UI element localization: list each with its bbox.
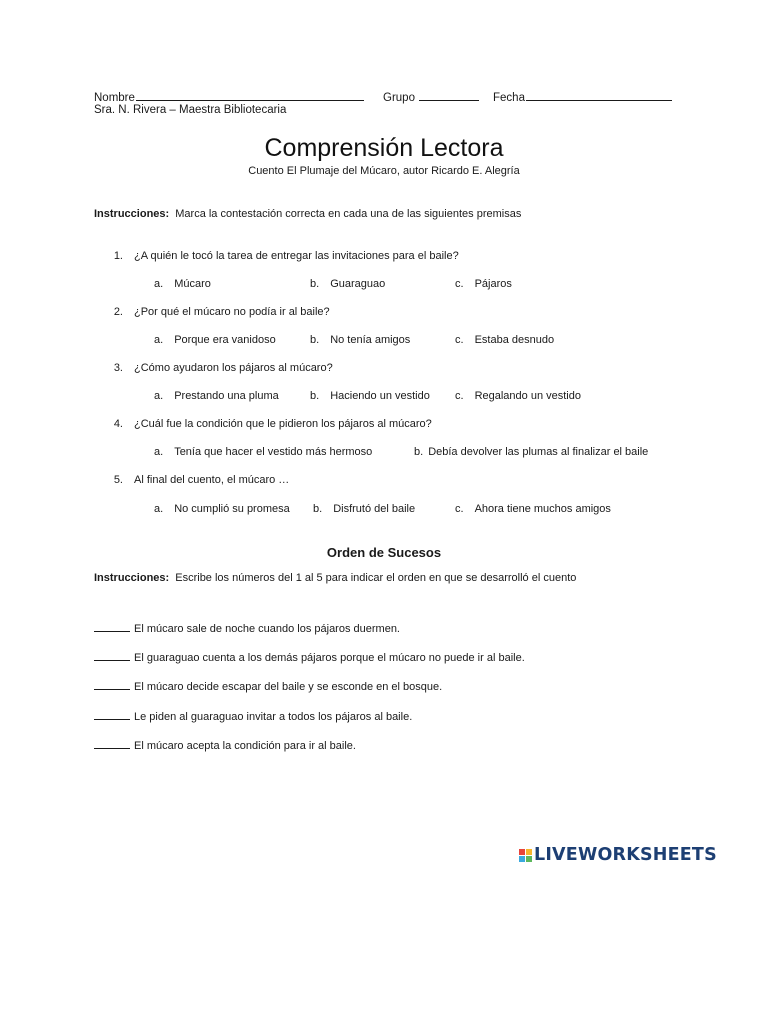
date-label: Fecha [493,92,525,104]
sequence-blank[interactable] [94,650,130,661]
logo-square [519,856,525,862]
option-letter: a. [154,446,164,458]
option-text: No cumplió su promesa [174,503,290,515]
answer-option[interactable] [414,446,648,458]
instructions-1-text: Marca la contestación correcta en cada una de las siguientes premisas [175,208,522,220]
option-letter: a. [154,278,164,290]
sequence-text: El múcaro decide escapar del baile y se esconde en el bosque. [134,681,443,693]
sequence-item [94,709,412,723]
answer-option[interactable] [455,390,581,402]
logo-text: LIVEWORKSHEETS [534,845,717,865]
option-letter: a. [154,334,164,346]
sequence-text: Le piden al guaraguao invitar a todos los pájaros al baile. [134,711,413,723]
name-blank[interactable] [136,89,364,101]
sequence-blank[interactable] [94,621,130,632]
logo-mark-icon [519,849,532,862]
sequence-blank[interactable] [94,679,130,690]
option-letter: c. [455,278,464,290]
date-blank[interactable] [526,89,672,101]
answer-option[interactable] [310,390,430,402]
option-text: Ahora tiene muchos amigos [474,503,611,515]
sequence-item [94,738,356,752]
answer-option[interactable] [455,503,611,515]
group-label: Grupo [383,92,415,104]
logo-square [526,849,532,855]
sequence-text: El múcaro acepta la condición para ir al baile. [134,740,356,752]
option-text: Estaba desnudo [474,334,555,346]
instructions-2 [94,572,576,584]
sequence-item [94,679,442,693]
option-text: Pájaros [474,278,512,290]
option-letter: b. [414,446,424,458]
liveworksheets-logo [519,845,717,865]
logo-square [519,849,525,855]
option-letter: c. [455,334,464,346]
option-letter: a. [154,503,164,515]
option-text: Prestando una pluma [174,390,279,402]
teacher-line: Sra. N. Rivera – Maestra Bibliotecaria [94,104,287,116]
question-number: 4. [113,418,123,430]
answer-option[interactable] [455,334,554,346]
page-title: Comprensión Lectora [264,134,504,162]
instructions-2-text: Escribe los números del 1 al 5 para indicar el orden en que se desarrolló el cuento [175,572,577,584]
sequence-blank[interactable] [94,709,130,720]
option-text: Guaraguao [330,278,386,290]
instructions-1 [94,208,521,220]
question-number: 5. [113,474,123,486]
name-label: Nombre [94,92,135,104]
option-text: Debía devolver las plumas al finalizar el baile [428,446,649,458]
sequence-item [94,621,400,635]
option-letter: b. [310,390,320,402]
option-letter: c. [455,503,464,515]
option-text: Porque era vanidoso [174,334,276,346]
question-number: 2. [113,306,123,318]
page-subtitle: Cuento El Plumaje del Múcaro, autor Ricardo E. Alegría [248,165,520,177]
option-letter: b. [313,503,323,515]
option-text: Tenía que hacer el vestido más hermoso [174,446,373,458]
answer-option[interactable] [154,278,211,290]
option-text: No tenía amigos [330,334,411,346]
question-text: ¿A quién le tocó la tarea de entregar las invitaciones para el baile? [134,250,459,262]
question-text: ¿Por qué el múcaro no podía ir al baile? [134,306,330,318]
answer-option[interactable] [310,278,385,290]
answer-option[interactable] [310,334,410,346]
question-text: Al final del cuento, el múcaro … [134,474,290,486]
option-text: Haciendo un vestido [330,390,430,402]
sequence-blank[interactable] [94,738,130,749]
answer-option[interactable] [154,334,276,346]
section-title-orden: Orden de Sucesos [326,545,442,560]
option-letter: c. [455,390,464,402]
question-number: 1. [113,250,123,262]
question-number: 3. [113,362,123,374]
name-field[interactable] [94,89,364,104]
option-text: Múcaro [174,278,211,290]
group-field[interactable] [383,89,479,104]
sequence-text: El múcaro sale de noche cuando los pájaros duermen. [134,623,400,635]
option-letter: a. [154,390,164,402]
question-text: ¿Cuál fue la condición que le pidieron los pájaros al múcaro? [134,418,432,430]
sequence-item [94,650,525,664]
instructions-1-label: Instrucciones: [94,208,170,220]
logo-square [526,856,532,862]
option-text: Regalando un vestido [474,390,581,402]
answer-option[interactable] [154,503,290,515]
group-blank[interactable] [419,89,479,101]
answer-option[interactable] [313,503,415,515]
date-field[interactable] [493,89,672,104]
sequence-text: El guaraguao cuenta a los demás pájaros porque el múcaro no puede ir al baile. [134,652,525,664]
question-text: ¿Cómo ayudaron los pájaros al múcaro? [134,362,333,374]
instructions-2-label: Instrucciones: [94,572,170,584]
answer-option[interactable] [154,446,372,458]
option-letter: b. [310,334,320,346]
answer-option[interactable] [154,390,279,402]
answer-option[interactable] [455,278,512,290]
option-text: Disfrutó del baile [333,503,416,515]
option-letter: b. [310,278,320,290]
